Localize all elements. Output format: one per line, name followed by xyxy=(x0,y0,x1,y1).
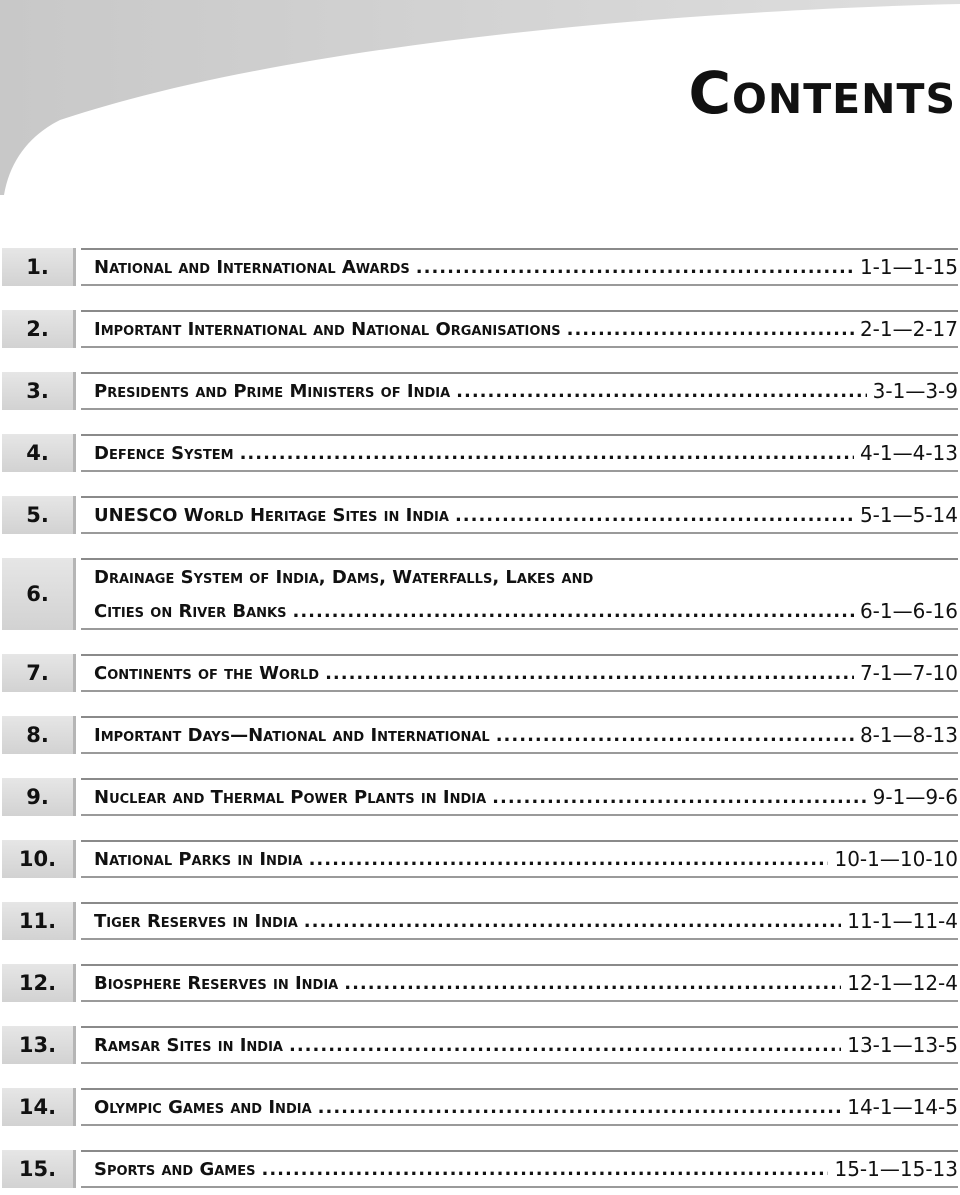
entry-pages: 4-1—4-13 xyxy=(859,441,958,465)
entry-number: 15. xyxy=(2,1150,76,1188)
toc-entry[interactable] xyxy=(2,1026,958,1064)
entry-title: Nuclear and Thermal Power Plants in India xyxy=(94,786,487,808)
entry-pages: 13-1—13-5 xyxy=(847,1033,958,1057)
entry-number: 7. xyxy=(2,654,76,692)
toc-entry[interactable] xyxy=(2,964,958,1002)
entry-number: 9. xyxy=(2,778,76,816)
toc-entry[interactable] xyxy=(2,840,958,878)
entry-number: 11. xyxy=(2,902,76,940)
entry-title: Sports and Games xyxy=(94,1158,256,1180)
entry-pages: 7-1—7-10 xyxy=(859,661,958,685)
toc-entry[interactable] xyxy=(2,1150,958,1188)
entry-number: 13. xyxy=(2,1026,76,1064)
entry-number: 1. xyxy=(2,248,76,286)
toc-entry[interactable] xyxy=(2,310,958,348)
entry-pages: 2-1—2-17 xyxy=(859,317,958,341)
toc-entry[interactable] xyxy=(2,1088,958,1126)
entry-title: Important International and National Organisations xyxy=(94,318,561,340)
entry-title: National and International Awards xyxy=(94,256,410,278)
entry-pages: 9-1—9-6 xyxy=(872,785,958,809)
entry-title: National Parks in India xyxy=(94,848,303,870)
entry-number: 3. xyxy=(2,372,76,410)
entry-title: Important Days—National and International xyxy=(94,724,490,746)
toc-entry[interactable] xyxy=(2,248,958,286)
toc-entry[interactable] xyxy=(2,372,958,410)
entry-number: 4. xyxy=(2,434,76,472)
entry-title: Presidents and Prime Ministers of India xyxy=(94,380,451,402)
entry-title: Ramsar Sites in India xyxy=(94,1034,283,1056)
entry-title: Defence System xyxy=(94,442,234,464)
entry-pages: 8-1—8-13 xyxy=(859,723,958,747)
entry-number: 5. xyxy=(2,496,76,534)
entry-number: 10. xyxy=(2,840,76,878)
entry-number: 12. xyxy=(2,964,76,1002)
entry-pages: 6-1—6-16 xyxy=(859,599,958,623)
entry-number: 2. xyxy=(2,310,76,348)
toc-entry[interactable] xyxy=(2,716,958,754)
entry-pages: 11-1—11-4 xyxy=(847,909,958,933)
entry-pages: 1-1—1-15 xyxy=(859,255,958,279)
entry-pages: 14-1—14-5 xyxy=(847,1095,958,1119)
entry-title: Tiger Reserves in India xyxy=(94,910,298,932)
entry-pages: 10-1—10-10 xyxy=(834,847,958,871)
page-title: Contents xyxy=(688,59,956,127)
entry-pages: 5-1—5-14 xyxy=(859,503,958,527)
toc-entry[interactable] xyxy=(2,434,958,472)
entry-title-line1: Drainage System of India, Dams, Waterfalls, Lakes and xyxy=(94,566,594,588)
entry-pages: 12-1—12-4 xyxy=(847,971,958,995)
entry-pages: 3-1—3-9 xyxy=(872,379,958,403)
entry-title: UNESCO World Heritage Sites in India xyxy=(94,504,449,526)
toc-entry[interactable] xyxy=(2,496,958,534)
entry-title-line2: Cities on River Banks xyxy=(94,600,287,622)
entry-title: Continents of the World xyxy=(94,662,320,684)
toc-entry[interactable] xyxy=(2,654,958,692)
toc-entry[interactable] xyxy=(2,902,958,940)
entry-pages: 15-1—15-13 xyxy=(834,1157,958,1181)
toc-entry[interactable] xyxy=(2,558,958,630)
entry-title: Olympic Games and India xyxy=(94,1096,312,1118)
toc-entry[interactable] xyxy=(2,778,958,816)
entry-title: Biosphere Reserves in India xyxy=(94,972,339,994)
entry-number: 8. xyxy=(2,716,76,754)
entry-number: 6. xyxy=(2,558,76,630)
entry-number: 14. xyxy=(2,1088,76,1126)
